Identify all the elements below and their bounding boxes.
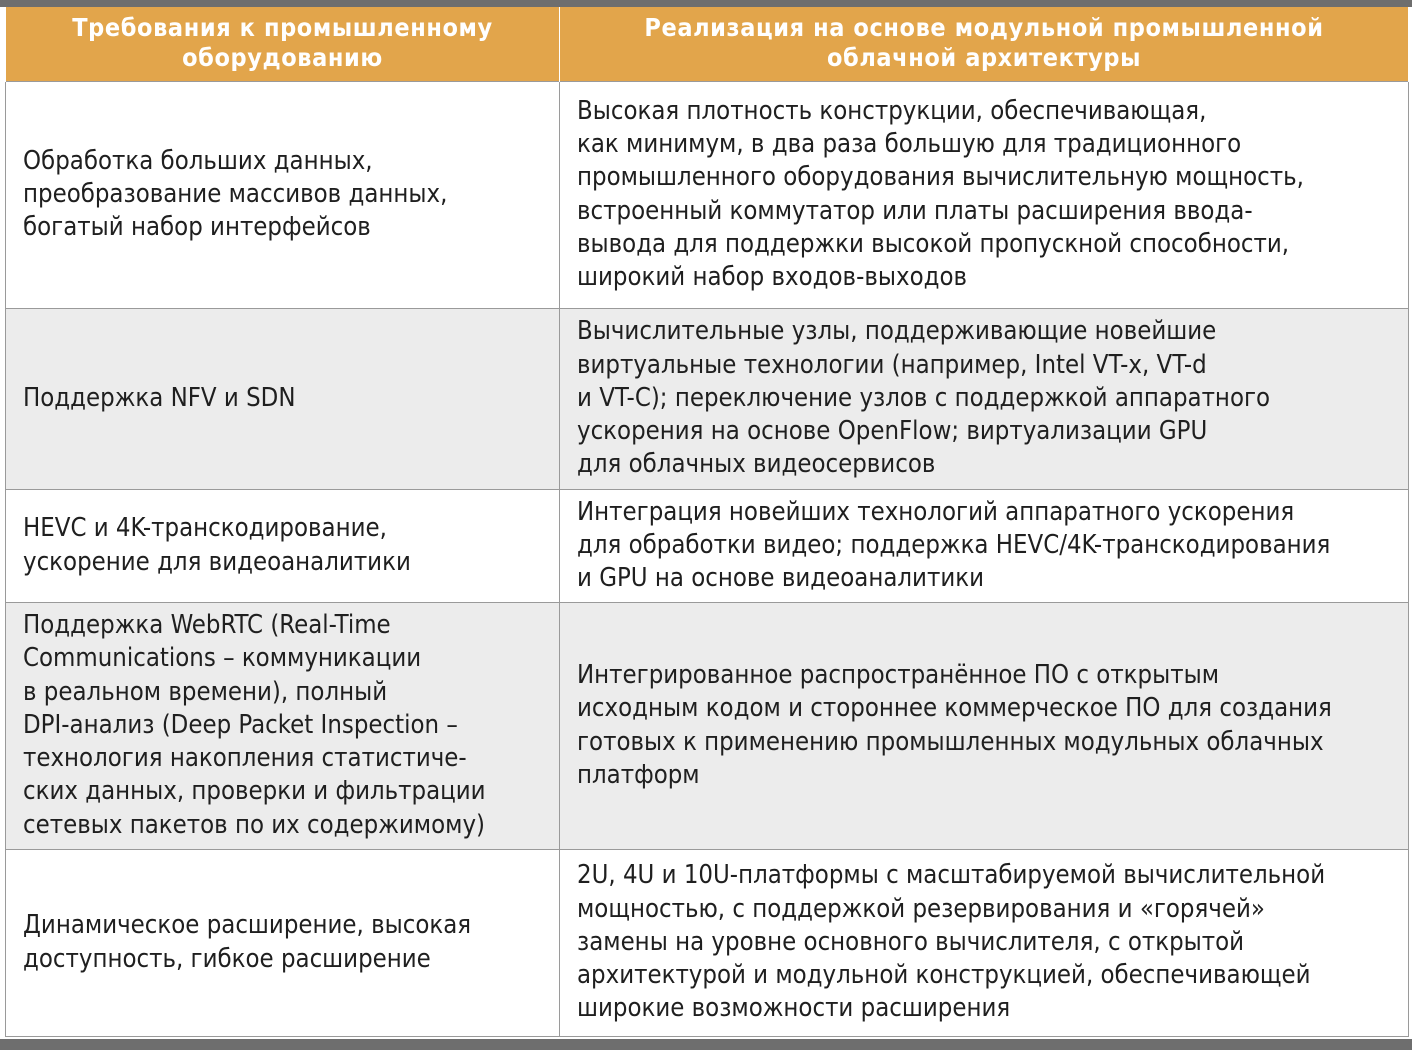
table-row: [6, 849, 1409, 1036]
top-frame-bar: [0, 0, 1412, 7]
header-row: [6, 7, 1409, 81]
requirement-cell: Обработка больших данных, преобразование массивов данных, богатый набор интерфейсов: [6, 81, 560, 308]
table-row: [6, 489, 1409, 602]
requirement-cell: Поддержка NFV и SDN: [6, 308, 560, 489]
table-header: [6, 7, 1409, 81]
requirement-cell: Динамическое расширение, высокая доступность, гибкое расширение: [6, 849, 560, 1036]
header-implementation: Реализация на основе модульной промышленной облачной архитектуры: [560, 7, 1409, 81]
bottom-frame-bar: [0, 1039, 1412, 1050]
table-row: [6, 308, 1409, 489]
table-row: [6, 81, 1409, 308]
requirement-cell: HEVC и 4K-транскодирование, ускорение для видеоаналитики: [6, 489, 560, 602]
table-row: [6, 602, 1409, 849]
implementation-cell: Интеграция новейших технологий аппаратного ускорения для обработки видео; поддержка HEVC/4K-транскодирования и GPU на основе видеоаналитики: [560, 489, 1409, 602]
implementation-cell: Интегрированное распространённое ПО с открытым исходным кодом и стороннее коммерческое ПО для создания готовых к применению промышленных модульных облачных платформ: [560, 602, 1409, 849]
implementation-cell: 2U, 4U и 10U-платформы с масштабируемой вычислительной мощностью, с поддержкой резервирования и «горячей» замены на уровне основного вычислителя, с открытой архитектурой и модульной конструкцией, обеспечивающей широкие возможности расширения: [560, 849, 1409, 1036]
header-requirements: Требования к промышленному оборудованию: [6, 7, 560, 81]
requirement-cell: Поддержка WebRTC (Real-Time Communications – коммуникации в реальном времени), полный DPI-анализ (Deep Packet Inspection – технология накопления статистиче- ских данных, проверки и фильтрации сетевых пакетов по их содержимому): [6, 602, 560, 849]
implementation-cell: Высокая плотность конструкции, обеспечивающая, как минимум, в два раза большую для традиционного промышленного оборудования вычислительную мощность, встроенный коммутатор или платы расширения ввода- вывода для поддержки высокой пропускной способности, широкий набор входов-выходов: [560, 81, 1409, 308]
table-body: [6, 81, 1409, 1036]
implementation-cell: Вычислительные узлы, поддерживающие новейшие виртуальные технологии (например, Intel VT-x, VT-d и VT-C); переключение узлов с поддержкой аппаратного ускорения на основе OpenFlow; виртуализации GPU для облачных видеосервисов: [560, 308, 1409, 489]
requirements-table: [5, 7, 1409, 1037]
